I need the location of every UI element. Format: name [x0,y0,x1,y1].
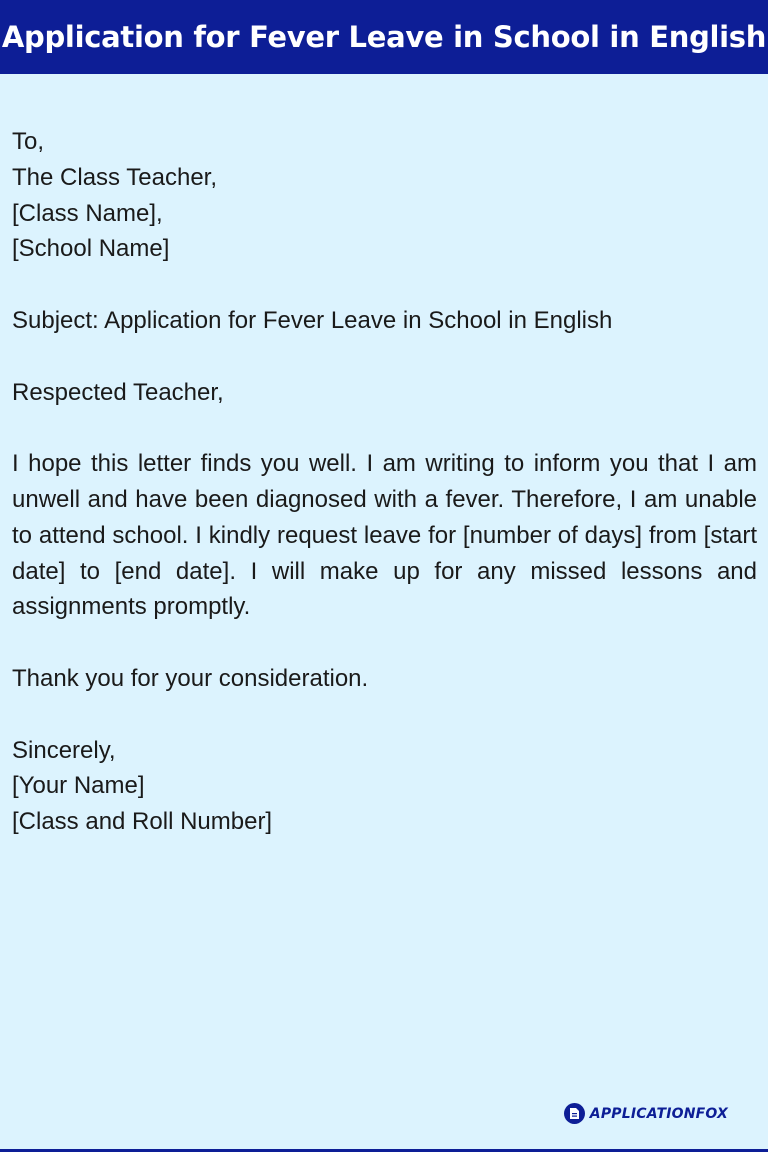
brand-name: APPLICATIONFOX [589,1105,728,1122]
letter-your-name: [Your Name] [12,772,145,800]
letter-closing: Sincerely, [12,736,116,764]
letter-thanks: Thank you for your consideration. [12,664,369,692]
letter-salutation: Respected Teacher, [12,378,224,406]
letter-school-name: [School Name] [12,235,170,263]
spacer [12,625,757,661]
spacer [12,267,757,303]
brand-logo [564,1103,728,1124]
spacer [12,697,757,733]
document-icon [564,1103,585,1124]
letter-content [12,124,757,840]
letter-to: To, [12,128,45,155]
letter-class-name: [Class Name], [12,199,163,227]
spacer [12,410,757,446]
letter-class-roll: [Class and Roll Number] [12,808,273,836]
letter-recipient: The Class Teacher, [12,163,217,191]
letter-subject: Subject: Application for Fever Leave in School in English [12,306,613,334]
letter-body: I hope this letter finds you well. I am writing to inform you that I am unwell and have been diagnosed with a fever. Therefore, I am unable to attend school. I kindly request leave for [number of days] from [start date] to [end date]. I will make up for any missed lessons and assignments promptly. [12,450,757,621]
spacer [12,339,757,375]
header-bar [0,0,768,74]
page-title: Application for Fever Leave in School in English [1,20,767,54]
